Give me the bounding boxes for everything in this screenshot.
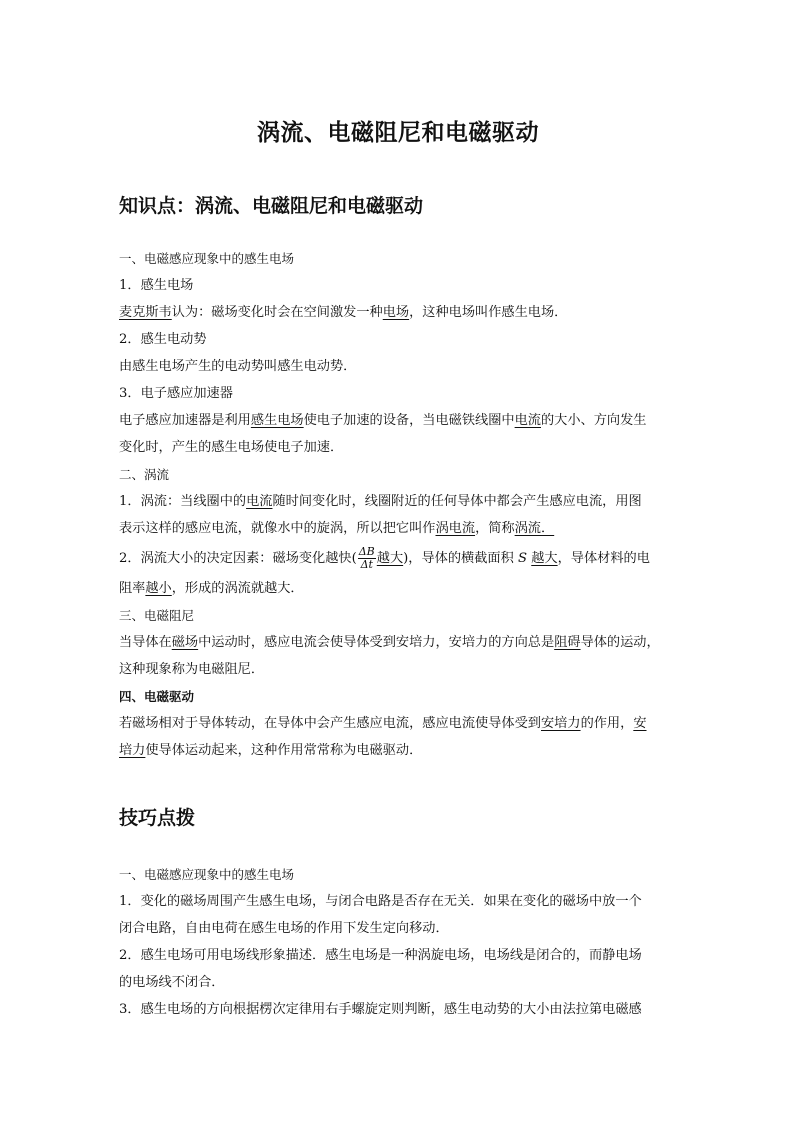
paragraph-line: 电子感应加速器是利用感生电场使电子加速的设备，当电磁铁线圈中电流的大小、方向发生: [119, 413, 647, 428]
section-title: 一、电磁感应现象中的感生电场: [119, 867, 295, 882]
underlined-term: 越大: [376, 551, 404, 566]
paragraph-line: 阻率越小，形成的涡流就越大．: [119, 581, 304, 596]
underlined-term: 麦克斯韦: [119, 305, 172, 320]
symbol-s: S: [518, 551, 528, 566]
paragraph-line: 培力使导体运动起来，这种作用常常称为电磁驱动．: [119, 743, 423, 758]
fraction-delta-b-over-delta-t: $\frac{\Delta B}{\Delta t}$: [358, 545, 375, 571]
underlined-term: 电流: [246, 494, 273, 509]
paragraph-line: 这种现象称为电磁阻尼．: [119, 662, 265, 677]
knowledge-heading: 知识点：涡流、电磁阻尼和电磁驱动: [119, 195, 424, 217]
tips-heading: 技巧点拨: [119, 807, 196, 829]
item-title: 3．电子感应加速器: [119, 386, 233, 401]
item-title: 1．感生电场: [119, 278, 194, 293]
underlined-term: 安培力: [541, 716, 581, 731]
paragraph-line: 由感生电场产生的电动势叫感生电动势．: [119, 359, 357, 374]
underlined-term: 越大: [531, 551, 558, 566]
underlined-term: 磁场: [171, 635, 199, 650]
paragraph-line: 麦克斯韦认为：磁场变化时会在空间激发一种电场，这种电场叫作感生电场．: [119, 305, 568, 320]
knowledge-body: [119, 245, 677, 764]
underlined-term: 阻碍: [554, 635, 581, 650]
section-title: 三、电磁阻尼: [119, 608, 195, 623]
document-title: 涡流、电磁阻尼和电磁驱动: [257, 119, 539, 146]
section-title: 一、电磁感应现象中的感生电场: [119, 251, 295, 266]
paragraph-line: 2．感生电场可用电场线形象描述．感生电场是一种涡旋电场，电场线是闭合的，而静电场: [119, 948, 642, 963]
underlined-term: 电场: [382, 305, 410, 320]
underlined-term: 感生电场: [250, 413, 304, 428]
paragraph-line: 表示这样的感应电流，就像水中的旋涡，所以把它叫作涡电流，简称涡流．: [119, 521, 555, 536]
section-title: 四、电磁驱动: [119, 689, 195, 704]
paragraph-line: 闭合电路，自由电荷在感生电场的作用下发生定向移动．: [119, 921, 449, 936]
paragraph-line: 3．感生电场的方向根据楞次定律用右手螺旋定则判断，感生电动势的大小由法拉第电磁感: [119, 1002, 642, 1017]
underlined-term: 电流: [514, 413, 541, 428]
paragraph-line: 2．涡流大小的决定因素：磁场变化越快( $\frac{\Delta B}{\Delta t}$ 越大)，导体的横截面积 S 越大，导体材料的电: [119, 545, 650, 571]
underlined-term: 涡电流: [435, 521, 476, 536]
item-title: 2．感生电动势: [119, 332, 207, 347]
underlined-term: 涡流．: [514, 521, 555, 536]
paragraph-line: 的电场线不闭合．: [119, 975, 225, 990]
paragraph-line: 当导体在磁场中运动时，感应电流会使导体受到安培力，安培力的方向总是阻碍导体的运动，: [119, 635, 660, 650]
paragraph-line: 变化时，产生的感生电场使电子加速．: [119, 440, 344, 455]
paragraph-line: 若磁场相对于导体转动，在导体中会产生感应电流，感应电流使导体受到安培力的作用，安: [119, 716, 647, 731]
tips-body: [119, 861, 677, 1023]
paragraph-line: 1．变化的磁场周围产生感生电场，与闭合电路是否存在无关．如果在变化的磁场中放一个: [119, 894, 642, 909]
underlined-term: 培力: [119, 743, 146, 758]
section-title: 二、涡流: [119, 467, 170, 482]
paragraph-line: 1．涡流：当线圈中的电流随时间变化时，线圈附近的任何导体中都会产生感应电流，用图: [119, 494, 642, 509]
underlined-term: 越小: [145, 581, 172, 596]
underlined-term: 安: [633, 716, 647, 731]
